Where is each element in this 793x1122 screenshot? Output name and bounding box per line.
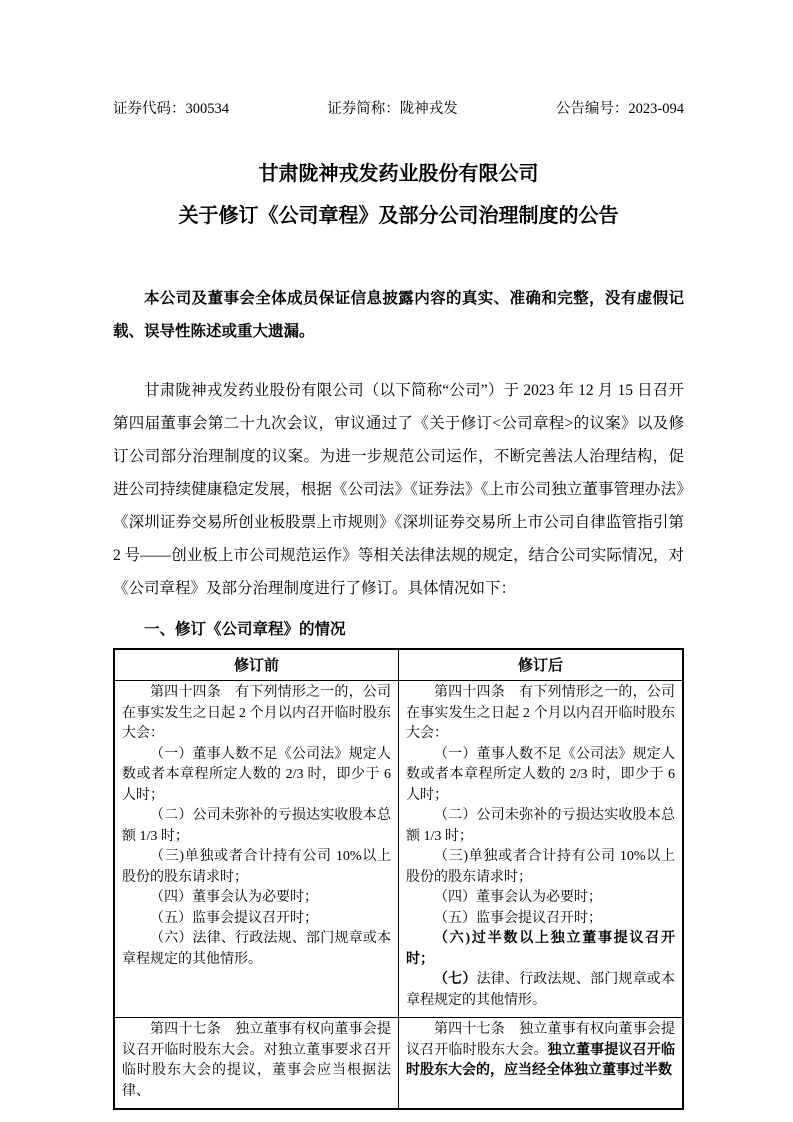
clause-text: （二）公司未弥补的亏损达实收股本总额 1/3 时；	[122, 808, 391, 844]
table-header-row	[114, 649, 683, 681]
clause-text: 第四十七条 独立董事有权向董事会提议召开临时股东大会。对独立董事要求召开临时股东大会的提议，董事会应当根据法律、	[122, 1022, 391, 1099]
clause-text: （六）法律、行政法规、部门规章或本章程规定的其他情形。	[122, 931, 391, 967]
amendment-row	[114, 681, 683, 1018]
amendment-cell-after	[399, 681, 684, 1018]
table-column-header: 修订后	[399, 649, 684, 681]
clause-paragraph	[406, 970, 675, 1011]
clause-paragraph	[406, 1020, 675, 1082]
clause-text: （五）监事会提议召开时；	[150, 910, 318, 926]
section-heading: 一、修订《公司章程》的情况	[144, 621, 346, 638]
table-column-header: 修订前	[114, 649, 399, 681]
clause-text: 第四十四条 有下列情形之一的，公司在事实发生之日起 2 个月以内召开临时股东大会：	[122, 685, 391, 741]
clause-paragraph	[406, 888, 675, 909]
clause-paragraph	[122, 1020, 391, 1102]
stock-name-text: 证券简称：陇神戎发	[327, 101, 458, 117]
clause-text: （二）公司未弥补的亏损达实收股本总额 1/3 时；	[406, 808, 675, 844]
amendment-cell-before	[114, 1018, 399, 1110]
clause-paragraph	[122, 909, 391, 930]
clause-paragraph	[406, 909, 675, 930]
clause-text: 法律、行政法规、部门规章或本章程规定的其他情形。	[406, 972, 675, 1008]
amendment-cell-before	[114, 681, 399, 1018]
clause-text: 第四十七条 独立董事有权向董事会提议召开临时股东大会。	[406, 1022, 675, 1058]
clause-paragraph	[122, 847, 391, 888]
stock-code-text: 证券代码：300534	[113, 101, 229, 117]
clause-text: （一）董事人数不足《公司法》规定人数或者本章程所定人数的 2/3 时，即少于 6 人时；	[122, 746, 391, 803]
clause-text: （三)单独或者合计持有公司 10%以上股份的股东请求时；	[406, 849, 675, 885]
clause-text-bold: （六)过半数以上独立董事提议召开时；	[406, 931, 675, 967]
announcement-number-text: 公告编号：2023-094	[555, 101, 684, 117]
clause-paragraph	[122, 888, 391, 909]
clause-text: （三)单独或者合计持有公司 10%以上股份的股东请求时；	[122, 849, 391, 885]
clause-paragraph	[406, 683, 675, 745]
clause-text: （五）监事会提议召开时；	[434, 910, 602, 926]
clause-paragraph	[122, 929, 391, 970]
company-name-title: 甘肃陇神戎发药业股份有限公司	[258, 163, 539, 185]
clause-text: （四）董事会认为必要时；	[434, 890, 602, 905]
clause-paragraph	[406, 847, 675, 888]
clause-text: 第四十四条 有下列情形之一的，公司在事实发生之日起 2 个月以内召开临时股东大会：	[406, 685, 675, 741]
clause-paragraph	[406, 745, 675, 807]
body-paragraph: 甘肃陇神戎发药业股份有限公司（以下简称“公司”）于 2023 年 12 月 15 日召开第四届董事会第二十九次会议，审议通过了《关于修订<公司章程>的议案》以及修订公司部分治理制度的议案。为进一步规范公司运作，不断完善法人治理结构，促进公司持续健康稳定发展，根据《公司法》《证券法》《上市公司独立董事管理办法》《深圳证券交易所创业板股票上市规则》《深圳证券交易所上市公司自律监管指引第 2 号——创业板上市公司规范运作》等相关法律法规的规定，结合公司实际情况，对《公司章程》及部分治理制度进行了修订。具体情况如下：	[113, 382, 684, 597]
clause-paragraph	[122, 806, 391, 847]
amendment-table	[113, 648, 684, 1110]
amendment-cell-after	[399, 1018, 684, 1110]
clause-paragraph	[406, 929, 675, 970]
clause-paragraph	[122, 745, 391, 807]
announcement-title: 关于修订《公司章程》及部分公司治理制度的公告	[178, 205, 619, 227]
clause-text-bold: （七）	[434, 972, 477, 987]
clause-paragraph	[406, 806, 675, 847]
doc-header	[113, 100, 684, 118]
clause-paragraph	[122, 683, 391, 745]
clause-text-bold: 独立董事提议召开临时股东大会的，应当经全体独立董事过半数	[406, 1042, 676, 1078]
clause-text: （一）董事人数不足《公司法》规定人数或者本章程所定人数的 2/3 时，即少于 6 人时；	[406, 746, 675, 803]
amendment-row	[114, 1018, 683, 1110]
declaration-paragraph: 本公司及董事会全体成员保证信息披露内容的真实、准确和完整，没有虚假记载、误导性陈述或重大遗漏。	[113, 290, 684, 340]
clause-text: （四）董事会认为必要时；	[150, 890, 318, 905]
